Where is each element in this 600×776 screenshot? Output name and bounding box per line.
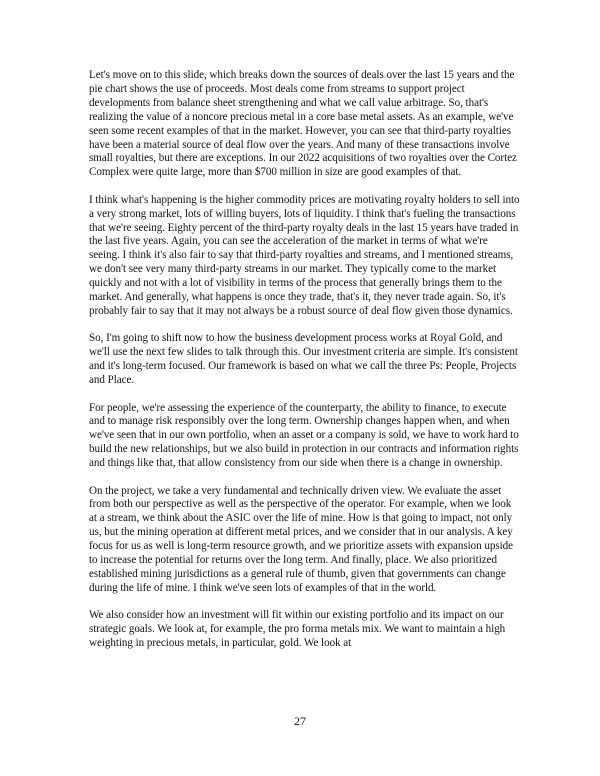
paragraph-deal-sources: Let's move on to this slide, which breaks down the sources of deals over the last 15 years and the pie chart shows the use of proceeds. Most deals come from streams to support project developments from balance sheet strengthening and what we call value arbitrage. So, that's realizing the value of a noncore precious metal in a core base metal assets. As an example, we've seen some recent examples of that in the market. However, you can see that third-party royalties have been a material source of deal flow over the years. And many of these transactions involve small royalties, but there are exceptions. In our 2022 acquisitions of two royalties over the Cortez Complex were quite large, more than $700 million in size are good examples of that. [89,69,517,179]
paragraph-portfolio-fit: We also consider how an investment will fit within our existing portfolio and its impact on our strategic goals. We look at, for example, the pro forma metals mix. We want to maintain a high weighting in precious metals, in particular, gold. We look at [89,609,506,650]
paragraph-project: On the project, we take a very fundamental and technically driven view. We evaluate the asset from both our perspective as well as the perspective of the operator. For example, when we look at a stream, we think about the ASIC over the life of mine. How is that going to impact, not only us, but the mining operation at different metal prices, and we consider that in our analysis. A key focus for us as well is long-term resource growth, and we prioritize assets with expansion upside to increase the potential for returns over the long term. And finally, place. We also prioritized established mining jurisdictions as a general rule of thumb, given that governments can change during the life of mine. I think we've seen lots of examples of that in the world. [89,484,514,594]
paragraph-commodity-prices: I think what's happening is the higher commodity prices are motivating royalty holders to sell into a very strong market, lots of willing buyers, lots of liquidity. I think that's fueling the transactions that we're seeing. Eighty percent of the third-party royalty deals in the last 15 years have traded in the last five years. Again, you can see the acceleration of the market in terms of what we're seeing. I think it's also fair to say that third-party royalties and streams, and I mentioned streams, we don't see very many third-party streams in our market. They typically come to the market quickly and not with a lot of visibility in terms of the process that generally brings them to the market. And generally, what happens is once they trade, that's it, they never trade again. So, it's probably fair to say that it may not always be a robust source of deal flow given those dynamics. [89,193,520,317]
paragraph-people: For people, we're assessing the experience of the counterparty, the ability to finance, to execute and to manage risk responsibly over the long term. Ownership changes happen when, and when we've seen that in our own portfolio, when an asset or a company is sold, we have to work hard to build the new relationships, but we also build in protection in our contracts and information rights and things like that, that allow consistency from our side when there is a change in ownership. [89,401,519,470]
page-body [89,69,521,665]
paragraph-business-development: So, I'm going to shift now to how the business development process works at Royal Gold, and we'll use the next few slides to talk through this. Our investment criteria are simple. It's consistent and it's long-term focused. Our framework is based on what we call the three Ps: People, Projects and Place. [89,332,518,387]
page-number: 27 [294,714,306,728]
